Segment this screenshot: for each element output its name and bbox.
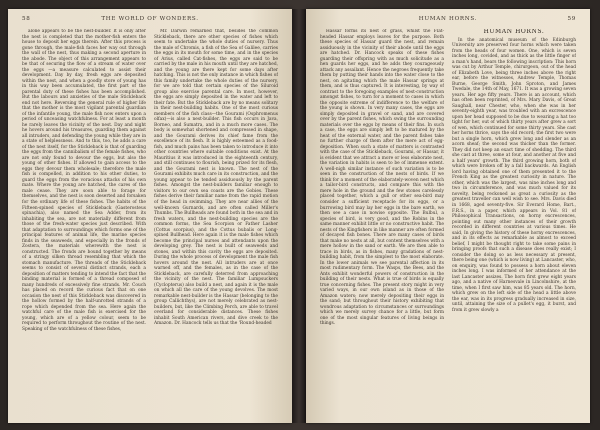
- right-column-1-text: Hassar forms its nest of grass, whilst the Flat-headed Hassar employs leaves for the purpose. Both these species of Hassar guard the nest, and remain assiduously in the vicinity of their abode until the eggs are hatched. Dr. Hancock speaks of these fishes guarding their offspring with as much solicitude as a hen guards her eggs, and he adds they courageously attack any assailant. Hence the negroes frequently take them by putting their hands into the water close to the nest, on agitating which the male Hassar springs at them, and is thus captured. It is interesting, by way of contrast to the foregoing examples of nest-construction amongst fishes, to turn for a moment to cases in which the opposite extreme of indifference to the welfare of the young is shown. In very many cases, the eggs are simply deposited in gravel or sand, and are covered over by the parent fishes, which swing the surrounding materials over the eggs by means of their fins. In such a case, the eggs are simply left to be matured by the heat of the external water, and the parent fishes take no further charge of them after the mere act of egg-deposition. When such a state of matters is contrasted with the case of the Stickleback, Gourami, or Hassar, it is evident that we attract a more or less elaborate nest, the variation in habits is seen to be of immense extent. A well-nigh similar instance of such variation is to be seen in the construction of the nests of birds. If we think for a moment of the elaborately-woven nest which a tailor-bird constructs, and compare this with the mere hole in the ground and the few stones carelessly placed together, which a gull or other sea-bird may consider a sufficient receptacle for its eggs, or a burrowing bird may lay her eggs in the bare earth, we then see a case in nowise opposite. The Bulbul, a species of bird, is very good, and the Robins in the same manner exhibit little or no constructive habit. The nests of the Kingfishers in like manner are often formed of decayed fish bones. There are many cases of birds that make no nests at all, but content themselves with a mere hollow in the sand or earth. We are then able to trace in birds, as in fishes, many gradations of nest-building habit, from the simplest to the most elaborate. In the lower animals we see parental affection in its most rudimentary form. The Wasps, the Bees, and the Ants exhibit wonderful powers of construction in the building of their nests. What is true of birds is equally true concerning fishes. The present story might in very varied ways, in our own island as in those of the Amazon waters; now merely depositing their eggs in the sand; but throughout their history exhibiting that wondrous adaptation to circumstances or surroundings which we merely survey chance for a little, but form one of the most singular features of living beings in things.: [320, 29, 444, 327]
- left-page-number: 58: [22, 16, 31, 22]
- left-column-2: [154, 29, 278, 415]
- left-column-2-text: Mr. Darwin remarked that, besides the common Stickleback, there are other species of fishes which seem to undertake the whole duties of nursery. Thus the male of Chromis, a fish of the Sea of Galilee, carries the eggs in its mouth for some time, and in the species of Arius, called Cat-fishes, the eggs are said to be carried by the male in his mouth until they are hatched, and the young are there kept for some days after hatching. This is not the only instance in which fishes of this family undertake the whole duties of the nursery, for we are told that certain species of the Siluroid group also exercise parental care. In most, however, the eggs are simply deposited in the water and left to their fate. But the Stickleback are by no means solitary in their nest-building habits. One of the most curious members of the fish class—the Gourami (Osphromenus olfax)—is also a nest-builder. This fish occurs in Java, Borneo, and Sumatra, and in a much more cases. The body is somewhat shortened and compressed in shape, and the Gourami derives its chief fame from the excellence of its flesh. It is highly esteemed as a food-fish, and much pains has been taken to introduce it into other countries where suitable conditions exist. At the Mauritius it was introduced in the eighteenth century, and still continues to flourish, being prized for its flesh, and the Gourami nest is known. The nest of the Gourami exhibits much care in its construction, and the young appear to be tended assiduously by the parent fishes. Amongst the nest-builders familiar enough to visitors to our own sea coasts are the Gobies. These fishes derive their familiar name from the rapid motion of the head in swimming. They are near allies of the well-known Gurnards, and are often called Miller's Thumbs. The Bullheads are found both in the sea and in fresh waters, and the nest-building species are the common forms, the Sea Scorpion or Father Lasher (Cottus scorpius), and the Cottus bubalis or Long-spined Bullhead. Here again it is the male fishes which become the principal nurses and attendants upon the developing grey. The nest is built of seaweeds and stones, and within this cavity the eggs are deposited. During the whole process of development the male fish hovers around the nest. All intruders are at once warned off, and the females, as in the case of the Stickleback, are carefully deterred from approaching the vicinity of the nest. The familiar Lumpsuckers (Cyclopterus) also build a nest, and again it is the male on which all the care of the young devolves. The most remarkable nest-builder is the Hassar (belonging to the group Callichthys), are not merely celebrated as nest-builders, but, like the Climbing Perch, are able to travel overland for considerable distances. These fishes inhabit South American rivers, and dive creek to the Amazon. Dr. Hancock tells us that the 'Round-headed: [154, 29, 278, 327]
- right-running-head: [320, 16, 576, 26]
- right-column-1: [320, 29, 444, 415]
- left-column-1: [22, 29, 146, 415]
- right-page-number: 59: [567, 16, 576, 22]
- right-columns: [320, 29, 576, 415]
- left-running-title: THE WORLD OF WONDERS.: [101, 16, 199, 22]
- left-column-1-text: alone appears to be the nest-builder. It is only after the nest is completed that the mother-fish enters the house to deposit her eggs therein. After this process is gone through, the male-fish faces her way out through the wall of the nest, thus making a second aperture in the abode. The object of this arrangement appears to be that of securing the flow of a stream of water over the eggs —a measure calculated to assist their development. Day by day, fresh eggs are deposited within the nest, and when a goodly store of young has in this way been accumulated, the first part of the parental duty of these fishes has been accomplished. But the labours and anxieties of the male Stickleback end not here. Reversing the general rule of higher life that the mother is the most vigilant parental guardian of the infantile young, the male fish now enters upon a period of unceasing watchfulness. For at least a month he rarely leaves the vicinity of the nest. Day and night he hovers around his treasures, guarding them against all intruders, and defending the young while they are in a state of helplessness. And to this, too, he adds a care of the nest itself, for the Stickleback is that of guarding the eggs from the cannibalism of the female fishes, who are not only found to devour the eggs, but also the young of other fishes. If allowed to gain access to the eggs they devour them wholesale; therefore the male fish is compelled, in addition to his other duties, to guard the eggs from the voracious attacks of his own mate. Where the young are hatched, the cares of the male cease. They are soon able to forage for themselves, and the nest is soon deserted and forsaken for the ordinary life of these fishes. The habits of the Fifteen-spined species of Stickleback (Gasterosteus spinachia), also named the Sea Adder, from its inhabiting the sea, are not materially different from those of the fresh-water species just described. With that adaptation to surroundings which forms one of the principal features of animal life, the marine species finds in the seaweeds, and especially in the fronds of Zostera, the materials wherewith the nest is constructed. The fronds are bound together by means of a stringy silken thread resembling that which the stomach manufacture. The threads of the Stickleback seems to consist of several distinct strands, each a deposition of matters tending to intend the fact that the binding material is formed of a thread composed of many hundreds of excessively fine strands. Mr. Couch has placed on record the curious fact that on one occasion the nest of this Stickleback was discovered in the hollow formed by the half-unrotted strands of a rope which depended from the sea. Here again the watchful care of the male fish is exercised for the young, which are of a yellow colour, seem to be required to perform throughout the routine of the nest. Speaking of the watchfulness of these fishes,: [22, 29, 146, 332]
- right-page: [306, 9, 590, 423]
- right-running-title: HUMAN HORNS.: [418, 16, 478, 22]
- section-heading: HUMAN HORNS.: [483, 29, 545, 35]
- right-column-2-text: In the anatomical museum of the Edinburgh University are preserved four horns which were taken from the heads of four women. One, which is seven inches long, covided, and as thick as the little finger of a man's hand, bears the following inscription: This horn was cut by Arthur Temple, chirurgeon, out of the head of Elizabeth Love, being three inches above the right ear, before the witnesses, Andrew Temple, Thomas Burne, George Smith, John Sproton, and James Twedale, the 14th of May, 1671. It was a growing seven years. Her age fifty years. There is an account, which has often been reprinted, of Mrs. Mary Davis, of Great Saughall, near Chester, who, when she was in her seventy-eighth year, was troubled with an excrescence upon her head supposed to be due to wearing a hat too tight for her, out of which thirty years after grew a sort of wen, which continued for some thirty years. She cast her horns thrice, says the old record; the first two were but a single horn, which grew long and slender as an acorn sheaf; the second was thicker than the former. They did not keep an exact time of shedding. The third she cast at three, some at four, and another at five and a half years' growth. The third growing horn, both of which were broken off by a fall backwards. An English lord having obtained one of them presented it to the French King as the greatest curiosity in nature. The other, which was the largest, was nine inches long and two in circumference, and was much valued for its novelty, being reckoned as great a curiosity as the greatest traveller can well wish to see. Mrs. Davis died in 1668, aged seventy-five. Sir Everard Home, Bart., F.R.S., in a paper, which appears in Vol. 81 of Philosophical Transactions, on horny excrescences, pointing out many other instances of their growth recorded in different countries at various times. He said, In giving the history of these horny excrescences, and in its effects as remarkable as almost to exceed belief, I might be thought right to take some pains in bringing proofs that such a disease does really exist; I consider the doing so as less necessary at present, there being one (which is now living) at Lancaster, who, on enquiry, was found to possess a horn about eleven inches long. I was informed of her attendance at the last Lancaster assizes. The horn first grew eight years ago, and a native of Harnesvale in Lincolnshire, at the time, when I first saw him, was 85 years old. The horn, which grew on the left side of the head a little above the ear, was in its progress gradually increased in size, until, attaining the size of a pullet's egg, it burst, and from it grew slowly a: [452, 37, 576, 313]
- left-running-head: [22, 16, 278, 26]
- left-columns: [22, 29, 278, 415]
- left-page: [8, 9, 292, 423]
- book-gutter: [292, 9, 306, 423]
- right-column-2: [452, 29, 576, 415]
